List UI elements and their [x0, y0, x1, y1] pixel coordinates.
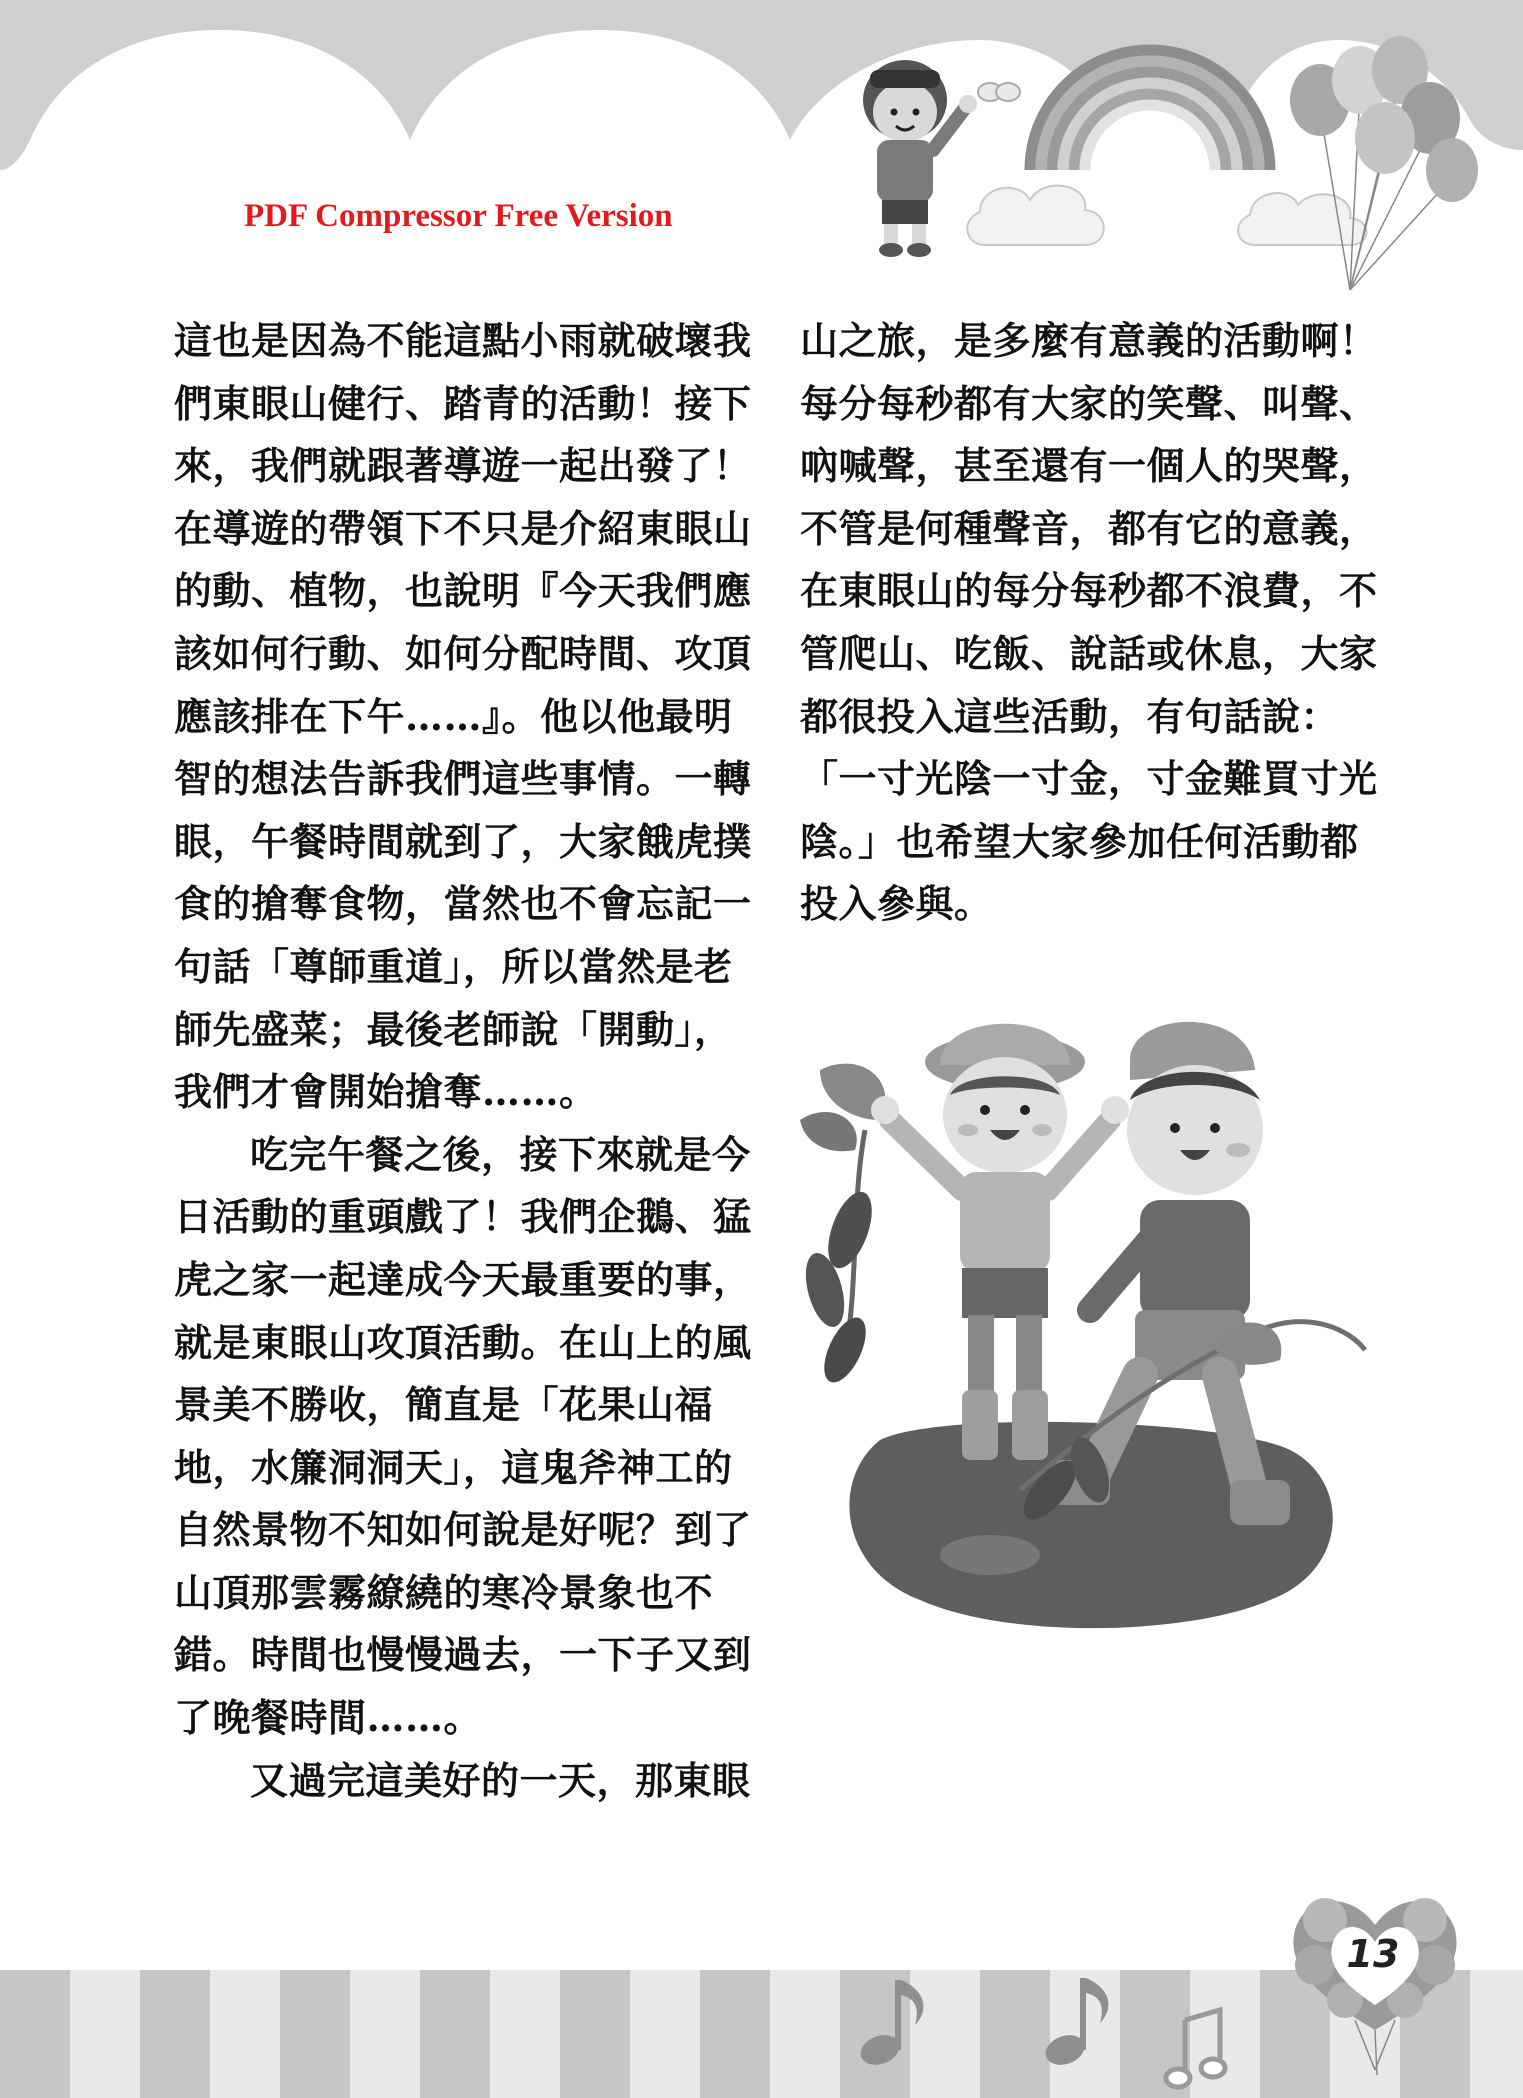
page-number: 13 [1346, 1932, 1400, 1976]
text-line: 來，我們就跟著導遊一起出發了！ [174, 443, 752, 489]
text-line: 我們才會開始搶奪……。 [174, 1069, 598, 1115]
text-line: 山之旅，是多麼有意義的活動啊！ [800, 318, 1378, 363]
text-line: 吶喊聲，甚至還有一個人的哭聲， [800, 443, 1378, 489]
text-line: 景美不勝收，簡直是「花果山福 [174, 1382, 714, 1428]
text-line: 虎之家一起達成今天最重要的事， [174, 1256, 752, 1302]
text-line: 這也是因為不能這點小雨就破壞我 [174, 318, 752, 363]
heart-balloon-icon [1285, 1880, 1465, 2080]
text-line: 就是東眼山攻頂活動。在山上的風 [174, 1319, 752, 1365]
text-line: 「一寸光陰一寸金，寸金難買寸光 [800, 756, 1378, 802]
text-line: 錯。時間也慢慢過去，一下子又到 [174, 1632, 752, 1678]
text-line: 該如何行動、如何分配時間、攻頂 [174, 630, 752, 676]
text-line: 句話「尊師重道」，所以當然是老 [174, 943, 733, 989]
text-line: 應該排在下午……』。他以他最明 [174, 693, 733, 739]
text-line: 智的想法告訴我們這些事情。一轉 [174, 756, 752, 802]
text-line: 自然景物不知如何說是好呢？到了 [174, 1507, 752, 1553]
butterfly-icon [978, 83, 1020, 101]
text-line: 在導遊的帶領下不只是介紹東眼山 [174, 505, 752, 551]
text-line: 吃完午餐之後，接下來就是今 [250, 1131, 751, 1177]
text-line: 不管是何種聲音，都有它的意義， [800, 505, 1378, 551]
text-line: 師先盛菜；最後老師說「開動」， [174, 1006, 733, 1052]
girl-character [871, 1024, 1129, 1460]
text-line: 在東眼山的每分每秒都不浪費，不 [800, 568, 1378, 614]
cloud-icon [967, 186, 1366, 245]
header-decoration [0, 0, 1523, 320]
text-line: 又過完這美好的一天，那東眼 [250, 1757, 751, 1803]
text-column-left [174, 310, 752, 1812]
girl-waving-icon [863, 60, 977, 257]
text-line: 們東眼山健行、踏青的活動！接下 [174, 380, 752, 426]
text-line: 山頂那雲霧繚繞的寒冷景象也不 [174, 1569, 714, 1615]
watermark: PDF Compressor Free Version [244, 198, 673, 234]
text-line: 的動、植物，也說明『今天我們應 [174, 568, 752, 614]
text-line: 食的搶奪食物，當然也不會忘記一 [174, 881, 752, 927]
text-line: 日活動的重頭戲了！我們企鵝、猛 [174, 1194, 752, 1240]
text-line: 管爬山、吃飯、說話或休息，大家 [800, 630, 1378, 676]
text-line: 投入參與。 [800, 881, 993, 927]
children-digging-illustration [790, 1010, 1380, 1670]
text-line: 陰。」也希望大家參加任何活動都 [800, 818, 1359, 864]
text-line: 地，水簾洞洞天」，這鬼斧神工的 [174, 1444, 733, 1490]
text-line: 了晚餐時間……。 [174, 1695, 483, 1741]
text-line: 眼，午餐時間就到了，大家餓虎撲 [174, 818, 752, 864]
text-column-right [800, 310, 1378, 936]
text-line: 每分每秒都有大家的笑聲、叫聲、 [800, 380, 1378, 426]
text-line: 都很投入這些活動，有句話說： [800, 693, 1340, 739]
